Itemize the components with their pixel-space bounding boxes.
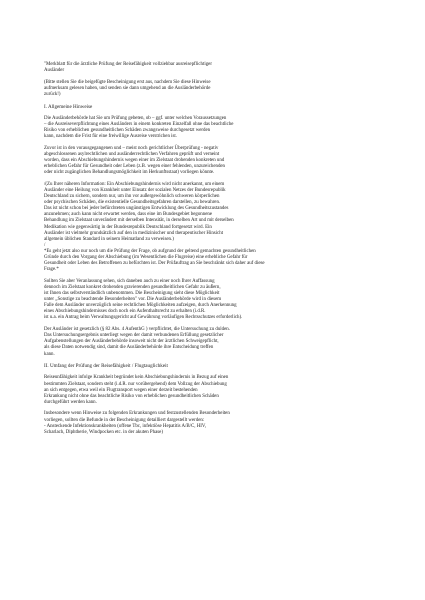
text-line: aufmerksam gelesen haben, und senden sie dann umgehend an die Ausländerbehörde xyxy=(44,85,211,91)
text-line: (Bitte stellen Sie die beigefügte Bescheinigung erst aus, nachdem Sie diese Hinweise xyxy=(44,79,211,85)
paragraph-erkrankungen xyxy=(44,411,389,435)
text-line: Insbesondere wenn Hinweise zu folgenden Erkrankungen und festzustellenden Besonderheiten xyxy=(44,411,230,417)
text-line: kann. xyxy=(44,351,55,357)
text-line: Ausländer eine Heilung von Krankheit unter Einsatz der sozialen Netzes der Bundesrepublik xyxy=(44,187,226,193)
section-heading-reisefahigkeit: II. Umfang der Prüfung der Reisefähigkeit / Flugtauglichkeit xyxy=(44,363,168,370)
text-line: Sollten Sie aber Veranlassung sehen, sich daneben auch zu einer noch Ihrer Auffassung xyxy=(44,278,215,284)
text-line: Der Ausländer ist gesetzlich (§ 82 Abs. 4 AufenthG ) verpflichtet, die Untersuchung zu dulden. xyxy=(44,327,230,333)
text-line: worden, dass ein Abschiebungshindernis wegen einer im Zielstaat drohenden konkreten und xyxy=(44,158,225,164)
text-line: Die Ausländerbehörde hat Sie um Prüfung gebeten, ob – ggf. unter welchen Voraussetzungen xyxy=(44,115,227,121)
text-line: oder nicht zugänglichen Behandlungsmöglichkeit im Herkunftsstaat) vorliegen könnte. xyxy=(44,170,215,176)
text-line: Scharlach, Diphtherie, Windpocken etc. in der akuten Phase) xyxy=(44,429,163,435)
text-line: kann, nachdem die Frist für eine freiwillige Ausreise verstrichen ist. xyxy=(44,134,177,140)
text-line: Falle dem Ausländer unverzüglich seine rechtlichen Möglichkeiten aufzeigen, durch Anerkennung xyxy=(44,303,237,309)
text-line: anzunehmen; auch kann nicht erwartet werden, dass eine im Bundesgebiet begonnene xyxy=(44,212,212,218)
text-line: – die Ausreiseverpflichtung eines Ausländers in einem konkreten Einzelfall ohne das beachtliche xyxy=(44,121,234,127)
text-line: Medikation wie gegenwärtig in der Bundesrepublik Deutschland fortgesetzt wird. Ein xyxy=(44,224,212,230)
text-line: Ausländer ist vielmehr grundsätzlich auf den in medizinischer und therapeutischer Hinsicht xyxy=(44,230,223,236)
paragraph-duldungspflicht xyxy=(44,327,389,357)
text-line: eines Abschiebungshindernisses doch noch ein Aufenthaltsrecht zu erhalten (i.d.R. xyxy=(44,309,206,315)
text-line: oder psychischen Schäden, die existentielle Gesundheitsgefahren darstellen, zu bewahren. xyxy=(44,200,221,206)
text-line: Behandlung im Zielstaat unverändert mit derselben Intensität, in derselben Art und mit derselben xyxy=(44,218,234,224)
text-line: dennoch im Zielstaat konkret drohenden gravierenden gesundheitlichen Gefahr zu äußern, xyxy=(44,284,221,290)
text-line: Risiko von erheblichen gesundheitlichen Schäden zwangsweise durchgesetzt werden xyxy=(44,128,211,134)
text-line: *Es geht jetzt also nur noch um die Prüfung der Frage, ob aufgrund der geltend gemachten gesundheitlichen xyxy=(44,248,256,254)
section-heading-general: I. Allgemeine Hinweise xyxy=(44,103,93,110)
text-line: Frage.* xyxy=(44,267,59,273)
text-line: unter „Sonstige zu beachtende Besonderheiten" vor. Die Ausländerbehörde wird in diesem xyxy=(44,297,222,303)
text-line: bestimmten Zielstaat, sondern steht (i.d.R. nur vorübergehend) dem Vollzug der Abschiebung xyxy=(44,381,227,387)
text-line: Gründe durch den Vorgang der Abschiebung (im Wesentlichen die Flugreise) eine erhebliche Gefahr für xyxy=(44,255,248,261)
text-line: durchgeführt werden kann. xyxy=(44,399,97,405)
text-line: Ausländer xyxy=(44,68,65,74)
text-line: ist Ihnen das selbstverständlich unbenommen. Die Bescheinigung sieht diese Möglichkeit xyxy=(44,291,220,297)
text-line: Das Untersuchungsergebnis unterliegt wegen der damit verbundenen Erfüllung gesetzlicher xyxy=(44,333,224,339)
text-line: Erkrankung nicht ohne das beachtliche Risiko von erheblichen gesundheitlichen Schäden xyxy=(44,393,219,399)
paragraph-sonstige-gefahr xyxy=(44,279,389,322)
text-line: zurück!) xyxy=(44,91,61,97)
paragraph-vorverfahren xyxy=(44,146,389,176)
text-line: Das ist nicht schon bei jeder befürchteten ungünstigen Entwicklung des Gesundheitszustandes xyxy=(44,206,229,212)
text-line: Reiseunfähigkeit infolge Krankheit begründet kein Abschiebungshindernis in Bezug auf einen xyxy=(44,375,229,381)
text-line: ist u.a. ein Antrag beim Verwaltungsgericht auf Gewährung vorläufigen Rechtsschutzes erforderlich). xyxy=(44,315,243,321)
text-line: erheblichen Gefahr für Gesundheit oder Leben (z.B. wegen einer fehlenden, unzureichenden xyxy=(44,164,226,170)
text-line: Deutschland zu sichern, sondern nur, um ihn vor außergewöhnlich schweren körperlichen xyxy=(44,194,220,200)
text-line: /(Zu Ihrer näheren Information: Ein Abschiebungshindernis wird nicht anerkannt, um einem xyxy=(44,181,225,187)
text-line: - Ansteckende Infektionskrankheiten (offene Tbc, infektiöse Hepatitis A/B/C, HIV, xyxy=(44,423,207,429)
intro-note xyxy=(44,80,389,98)
text-line: allgemein üblichen Standard in seinem Heimatland zu verweisen.) xyxy=(44,236,174,242)
text-line: an sich entgegen, etwa weil ein Flugtransport wegen einer derzeit bestehenden xyxy=(44,387,198,393)
text-line: abgeschlossenen asylrechtlichen und ausländerrechtlichen Verfahren geprüft und verneint xyxy=(44,151,220,157)
paragraph-information xyxy=(44,182,389,273)
paragraph-reiseunfahigkeit xyxy=(44,375,389,405)
text-line: "Merkblatt für die ärztliche Prüfung der Reisefähigkeit vollziehbar ausreisepflichtiger xyxy=(44,62,212,67)
text-line: vorliegen, sollten die Befunde in der Bescheinigung detailliert dargestellt werden: xyxy=(44,417,205,423)
paragraph-prufauftrag xyxy=(44,116,389,140)
text-line: Aufgabenstellungen der Ausländerbehörde insoweit nicht der ärztlichen Schweigepflicht, xyxy=(44,339,219,345)
text-line: Zuvor ist in den vorausgegangenen und – meist noch gerichtlicher Überprüfung - negativ xyxy=(44,145,219,151)
text-line: als diese Daten notwendig sind, damit die Ausländerbehörde ihre Entscheidung treffen xyxy=(44,345,214,351)
text-line: / xyxy=(44,242,46,248)
document-title xyxy=(44,62,389,74)
text-line: Gesundheit oder Leben des Betroffenen zu befürchten ist. Der Prüfauftrag an Sie beschränkt sich daher auf diese xyxy=(44,261,265,267)
